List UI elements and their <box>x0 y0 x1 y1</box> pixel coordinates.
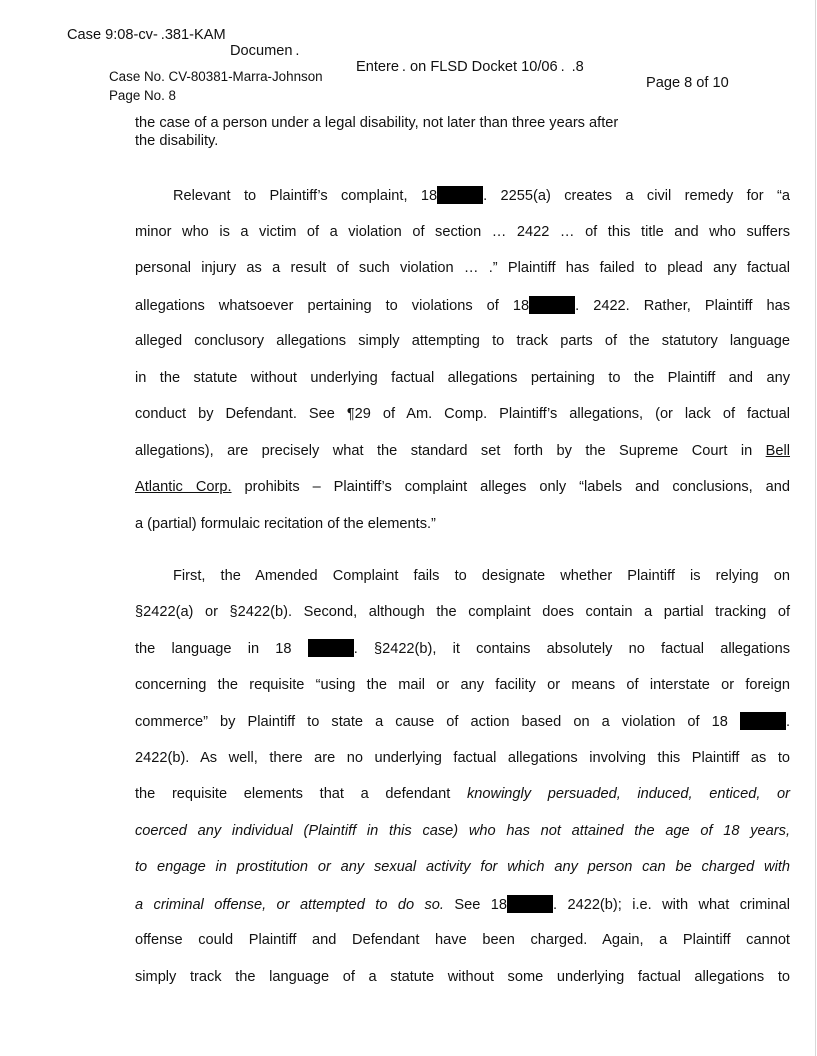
text-line <box>135 749 790 767</box>
text-line <box>135 114 790 132</box>
text-segment: personal injury as a result of such violation … .” Plaintiff has failed to plead any factual <box>135 260 790 276</box>
text-segment: allegations whatsoever pertaining to violations of 18 <box>135 298 530 314</box>
text-segment: offense could Plaintiff and Defendant have been charged. Again, a Plaintiff cannot <box>135 932 790 948</box>
text-line <box>135 478 790 496</box>
text-segment: simply track the language of a statute without some underlying factual allegations to <box>135 969 790 985</box>
text-line <box>135 639 790 658</box>
text-line <box>173 567 790 585</box>
text-segment: . §2422(b), it contains absolutely no factual allegations <box>353 641 790 657</box>
redaction-block <box>308 639 354 657</box>
text-segment: . <box>785 714 790 730</box>
text-line <box>135 931 790 949</box>
text-line <box>135 405 790 423</box>
text-line <box>135 259 790 277</box>
text-segment: Relevant to Plaintiff’s complaint, 18 <box>173 188 438 204</box>
text-line <box>173 186 790 205</box>
header-page: Page 8 of 10 <box>646 75 729 91</box>
page-edge <box>815 0 816 1056</box>
text-segment: the requisite elements that a defendant <box>135 786 467 802</box>
text-line <box>135 442 790 460</box>
header-entered: Entere . on FLSD Docket 10/06 . .8 <box>356 59 584 75</box>
text-segment: 2422(b). As well, there are no underlying factual allegations involving this Plaintiff as to <box>135 750 790 766</box>
text-segment: . 2422(b); i.e. with what criminal <box>553 897 790 913</box>
text-line <box>135 603 790 621</box>
text-line <box>135 132 790 150</box>
caption-page-no: Page No. 8 <box>109 88 176 103</box>
text-segment: . 2255(a) creates a civil remedy for “a <box>483 188 791 204</box>
text-line <box>135 296 790 315</box>
text-segment: First, the Amended Complaint fails to designate whether Plaintiff is relying on <box>173 568 790 584</box>
text-segment: See 18 <box>443 897 507 913</box>
text-segment: a (partial) formulaic recitation of the elements.” <box>135 516 436 532</box>
statute-quote: knowingly persuaded, induced, enticed, or <box>467 786 791 802</box>
text-line <box>135 858 790 876</box>
caption-case-no: Case No. CV-80381-Marra-Johnson <box>109 69 323 84</box>
redaction-block <box>437 186 483 204</box>
text-line <box>135 515 790 533</box>
text-line <box>135 676 790 694</box>
text-line <box>135 785 790 803</box>
text-segment: . 2422. Rather, Plaintiff has <box>575 298 791 314</box>
case-citation: Atlantic Corp. <box>135 479 232 495</box>
text-line <box>135 369 790 387</box>
text-segment: allegations), are precisely what the standard set forth by the Supreme Court in <box>135 443 766 459</box>
text-segment: commerce” by Plaintiff to state a cause of action based on a violation of 18 <box>135 714 740 730</box>
text-line <box>135 712 790 731</box>
text-segment: prohibits – Plaintiff’s complaint alleges only “labels and conclusions, and <box>231 479 790 495</box>
text-segment: §2422(a) or §2422(b). Second, although the complaint does contain a partial tracking of <box>135 604 790 620</box>
statute-quote: coerced any individual (Plaintiff in this case) who has not attained the age of 18 years, <box>135 823 790 839</box>
text-line <box>135 968 790 986</box>
text-segment: conduct by Defendant. See ¶29 of Am. Comp. Plaintiff’s allegations, (or lack of factual <box>135 406 790 422</box>
text-segment: the disability. <box>135 133 219 149</box>
text-line <box>135 332 790 350</box>
redaction-block <box>529 296 575 314</box>
statute-quote: a criminal offense, or attempted to do so. <box>135 897 444 913</box>
text-segment: the language in 18 <box>135 641 308 657</box>
text-line <box>135 822 790 840</box>
text-segment: concerning the requisite “using the mail or any facility or means of interstate or foreign <box>135 677 790 693</box>
text-segment: minor who is a victim of a violation of section … 2422 … of this title and who suffers <box>135 224 790 240</box>
text-segment: the case of a person under a legal disability, not later than three years after <box>135 115 619 131</box>
statute-quote: to engage in prostitution or any sexual activity for which any person can be charged with <box>135 859 790 875</box>
redaction-block <box>740 712 786 730</box>
redaction-block <box>507 895 553 913</box>
text-line <box>135 895 790 914</box>
text-segment: in the statute without underlying factual allegations pertaining to the Plaintiff and any <box>135 370 790 386</box>
text-line <box>135 223 790 241</box>
case-citation: Bell <box>765 443 790 459</box>
header-document: Documen . <box>230 43 307 59</box>
text-segment: alleged conclusory allegations simply attempting to track parts of the statutory language <box>135 333 790 349</box>
header-case-number: Case 9:08-cv- .381-KAM <box>67 27 226 43</box>
